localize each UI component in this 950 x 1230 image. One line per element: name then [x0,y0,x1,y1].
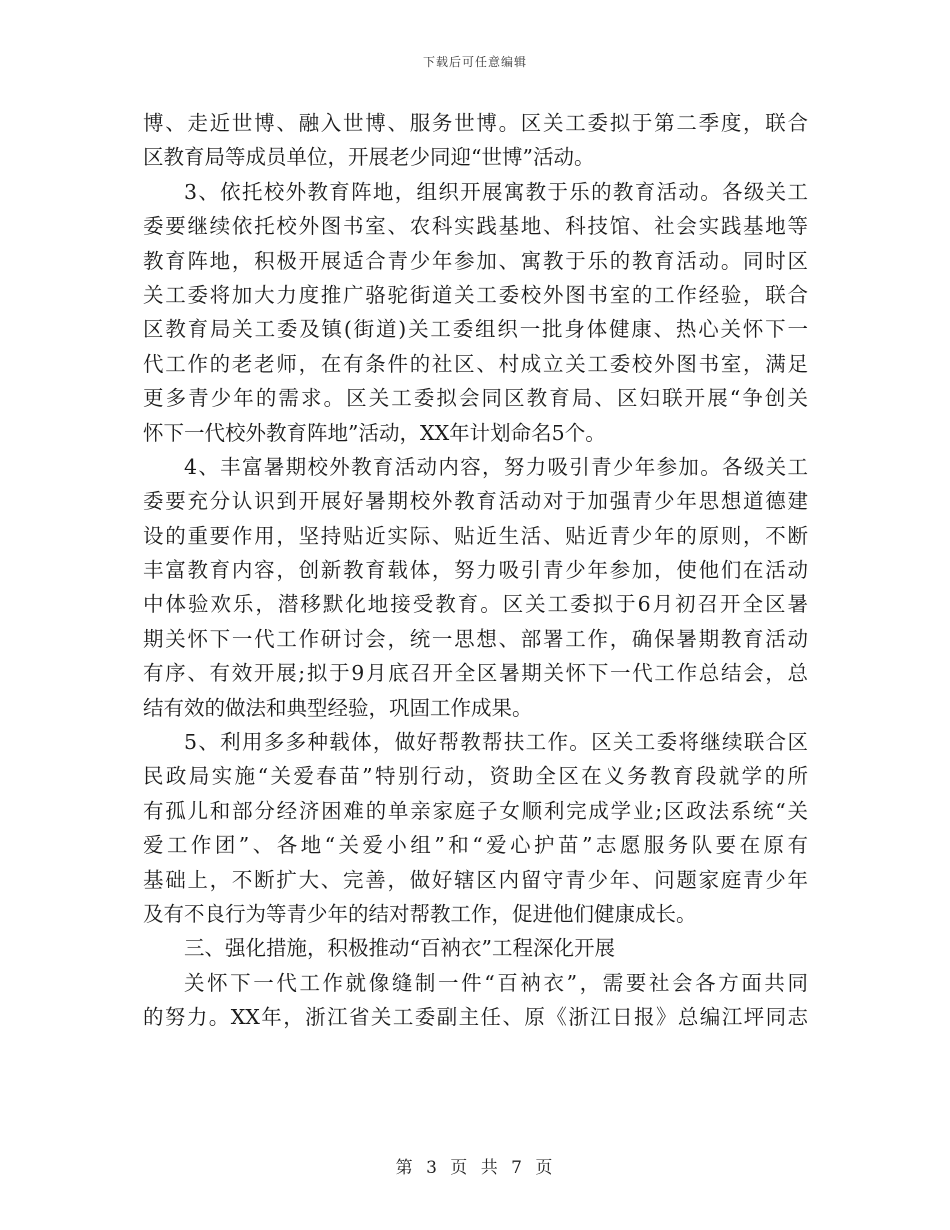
text-line: 委要继续依托校外图书室、农科实践基地、科技馆、社会实践基地等 [143,214,808,239]
text-line: 委要充分认识到开展好暑期校外教育活动对于加强青少年思想道德建 [143,489,808,514]
text-line: 基础上，不断扩大、完善，做好辖区内留守青少年、问题家庭青少年 [143,867,808,892]
text-line: 更多青少年的需求。区关工委拟会同区教育局、区妇联开展“争创关 [143,386,808,411]
text-line: 结有效的做法和典型经验，巩固工作成果。 [143,695,533,720]
text-line: 设的重要作用，坚持贴近实际、贴近生活、贴近青少年的原则，不断 [143,523,808,548]
text-line: 有孤儿和部分经济困难的单亲家庭子女顺利完成学业;区政法系统“关 [143,798,808,823]
text-line: 关怀下一代工作就像缝制一件“百衲衣”，需要社会各方面共同 [184,970,808,995]
text-line: 5、利用多多种载体，做好帮教帮扶工作。区关工委将继续联合区 [184,730,808,755]
text-line: 3、依托校外教育阵地，组织开展寓教于乐的教育活动。各级关工 [184,179,808,204]
text-line: 关工委将加大力度推广骆驼街道关工委校外图书室的工作经验，联合 [143,282,808,307]
text-line: 教育阵地，积极开展适合青少年参加、寓教于乐的教育活动。同时区 [143,248,808,273]
text-line: 中体验欢乐，潜移默化地接受教育。区关工委拟于6月初召开全区暑 [143,592,808,617]
text-line: 4、丰富暑期校外教育活动内容，努力吸引青少年参加。各级关工 [184,454,808,479]
text-line: 博、走近世博、融入世博、服务世博。区关工委拟于第二季度，联合 [143,111,808,135]
text-line: 代工作的老老师，在有条件的社区、村成立关工委校外图书室，满足 [143,351,808,376]
text-line: 有序、有效开展;拟于9月底召开全区暑期关怀下一代工作总结会，总 [143,661,808,686]
text-line: 期关怀下一代工作研讨会，统一思想、部署工作，确保暑期教育活动 [143,626,808,651]
text-line: 区教育局关工委及镇(街道)关工委组织一批身体健康、热心关怀下一 [143,317,808,342]
text-line: 丰富教育内容，创新教育载体，努力吸引青少年参加，使他们在活动 [143,558,808,583]
page-number-footer: 第 3 页 共 7 页 [395,1158,555,1178]
text-line: 怀下一代校外教育阵地”活动，XX年计划命名5个。 [143,420,606,445]
text-line: 及有不良行为等青少年的结对帮教工作，促进他们健康成长。 [143,901,697,926]
document-body [143,106,808,1035]
text-line: 爱工作团”、各地“关爱小组”和“爱心护苗”志愿服务队要在原有 [143,833,808,858]
text-line: 三、强化措施，积极推动“百衲衣”工程深化开展 [184,936,615,961]
text-line: 的努力。XX年，浙江省关工委副主任、原《浙江日报》总编江坪同志 [143,1005,808,1030]
page-header: 下载后可任意编辑 [422,55,527,69]
text-line: 民政局实施“关爱春苗”特别行动，资助全区在义务教育段就学的所 [143,764,808,789]
text-line: 区教育局等成员单位，开展老少同迎“世博”活动。 [143,145,595,170]
